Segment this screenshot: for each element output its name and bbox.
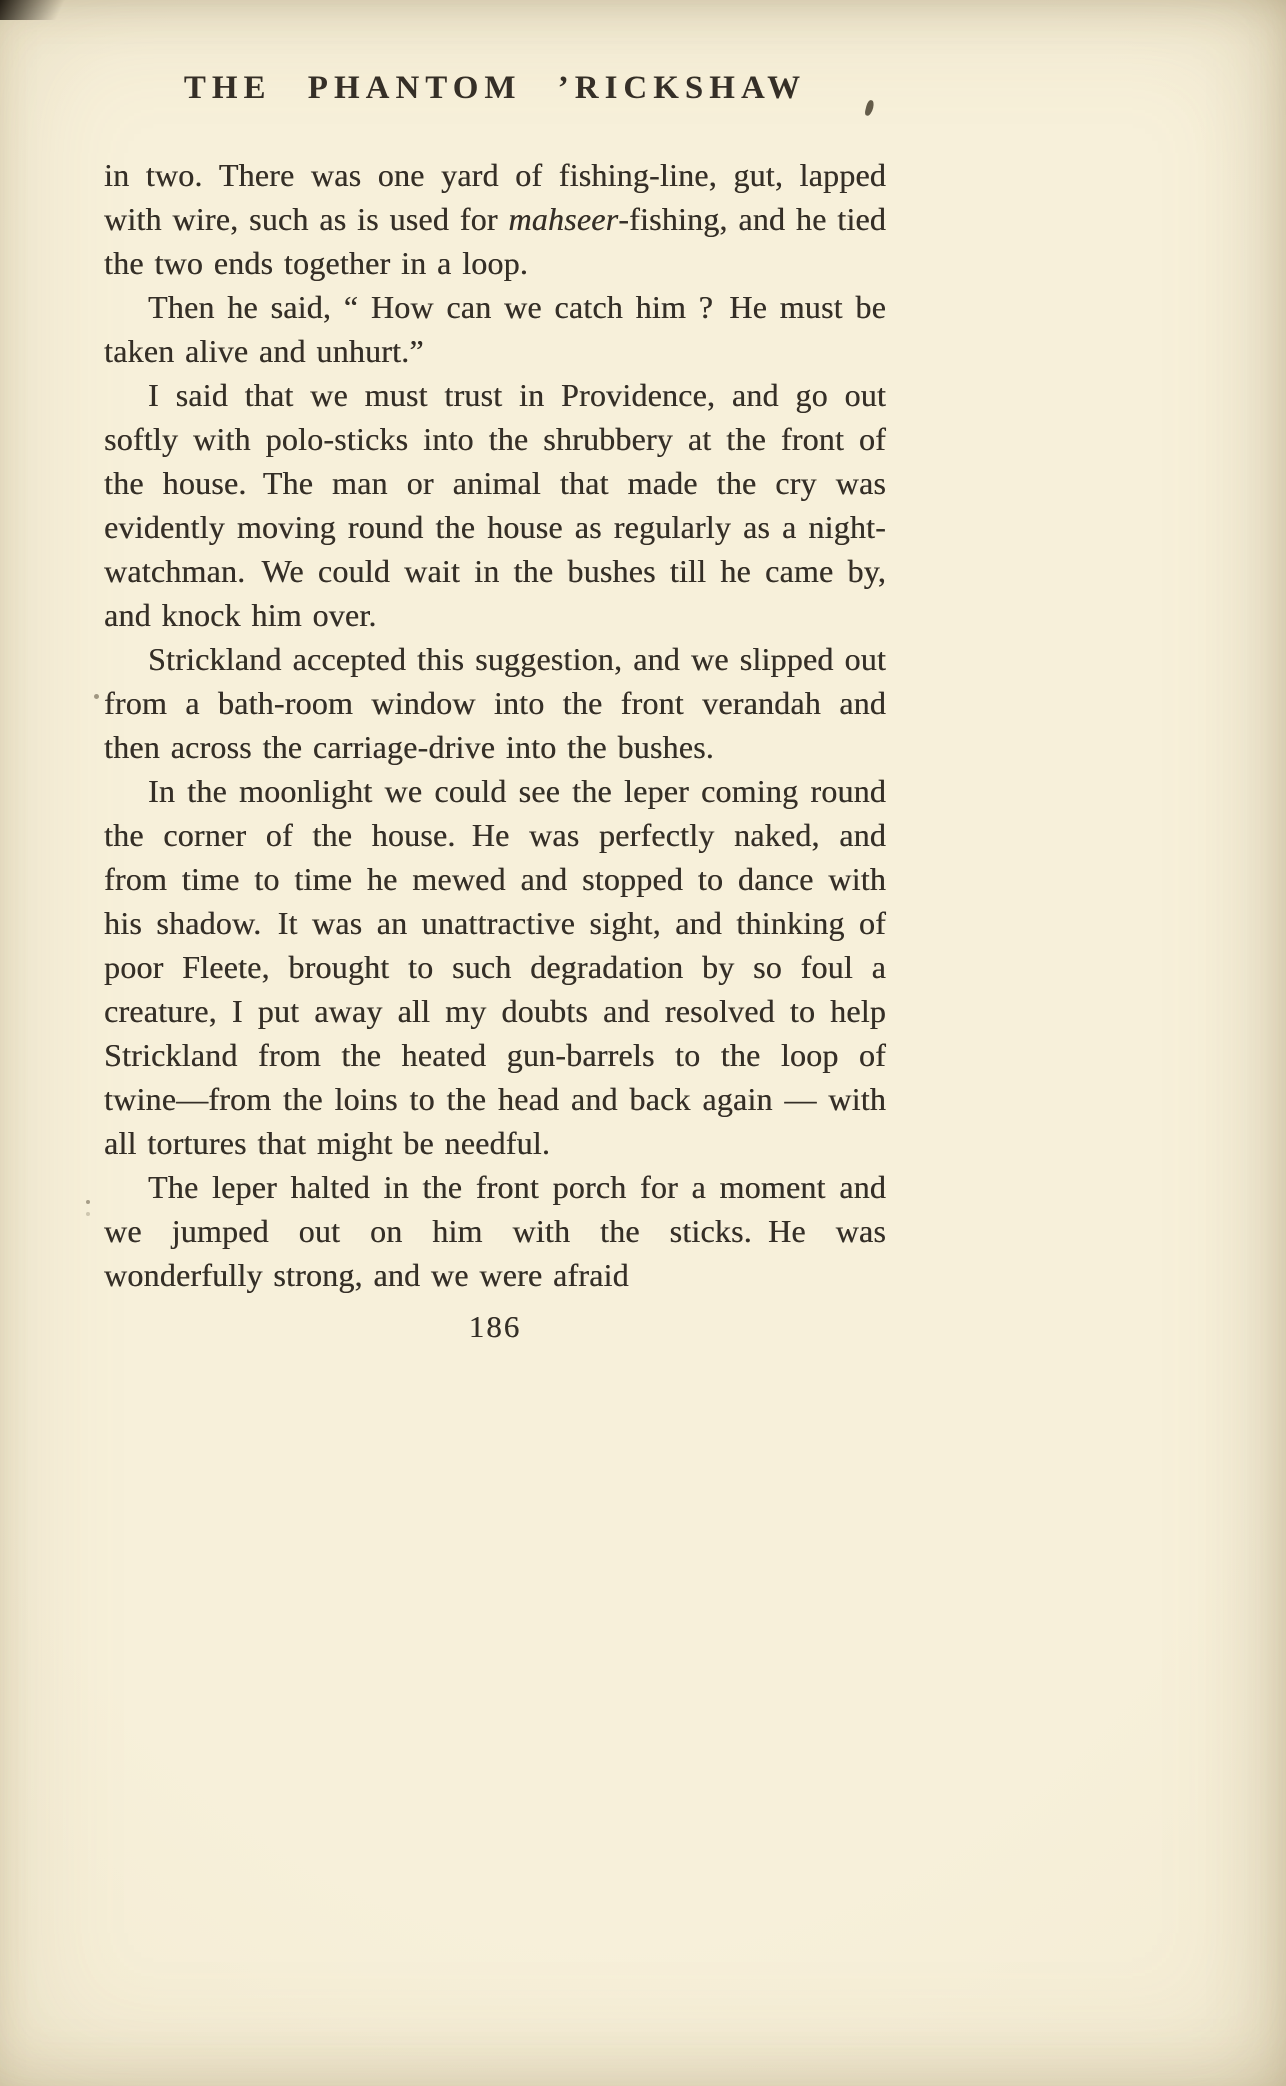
- paragraph-1-text-after: -fishing, and he tied the two ends together in a loop.: [104, 201, 887, 281]
- paragraph-4: Strickland accepted this suggestion, and we slipped out from a bath-room window into the front verandah and then across the carriage-drive into the bushes.: [104, 641, 886, 765]
- scan-artifact-dot: [94, 694, 99, 699]
- scan-artifact-colon-mark: [86, 1200, 90, 1204]
- paragraph-1-text: in two. There was one yard of fishing-line, gut, lapped with wire, such as is used for: [104, 157, 886, 237]
- paragraph-1: [104, 153, 886, 285]
- running-header: THE PHANTOM ’RICKSHAW: [183, 70, 807, 106]
- paragraph-6: The leper halted in the front porch for a moment and we jumped out on him with the sticks. He was wonderfully strong, and we were afraid: [104, 1169, 886, 1293]
- paragraph-2: Then he said, “ How can we catch him ? He must be taken alive and unhurt.”: [104, 289, 886, 369]
- paragraph-5: In the moonlight we could see the leper coming round the corner of the house. He was perfectly naked, and from time to time he mewed and stopped to dance with his shadow. It was an unattractive sight, and thinking of poor Fleete, brought to such degradation by so foul a creature, I put away all my doubts and resolved to help Strickland from the heated gun-barrels to the loop of twine—from the loins to the head and back again — with all tortures that might be needful.: [104, 773, 886, 1161]
- page-number: 186: [468, 1309, 522, 1344]
- italic-term: mahseer: [508, 201, 619, 237]
- scan-artifact-corner-shadow: [0, 0, 96, 20]
- paragraph-3: I said that we must trust in Providence, and go out softly with polo-sticks into the shrubbery at the front of the house. The man or animal that made the cry was evidently moving round the house as regularly as a night-watchman. We could wait in the bushes till he came by, and knock him over.: [104, 377, 886, 633]
- text-column: [104, 70, 886, 1345]
